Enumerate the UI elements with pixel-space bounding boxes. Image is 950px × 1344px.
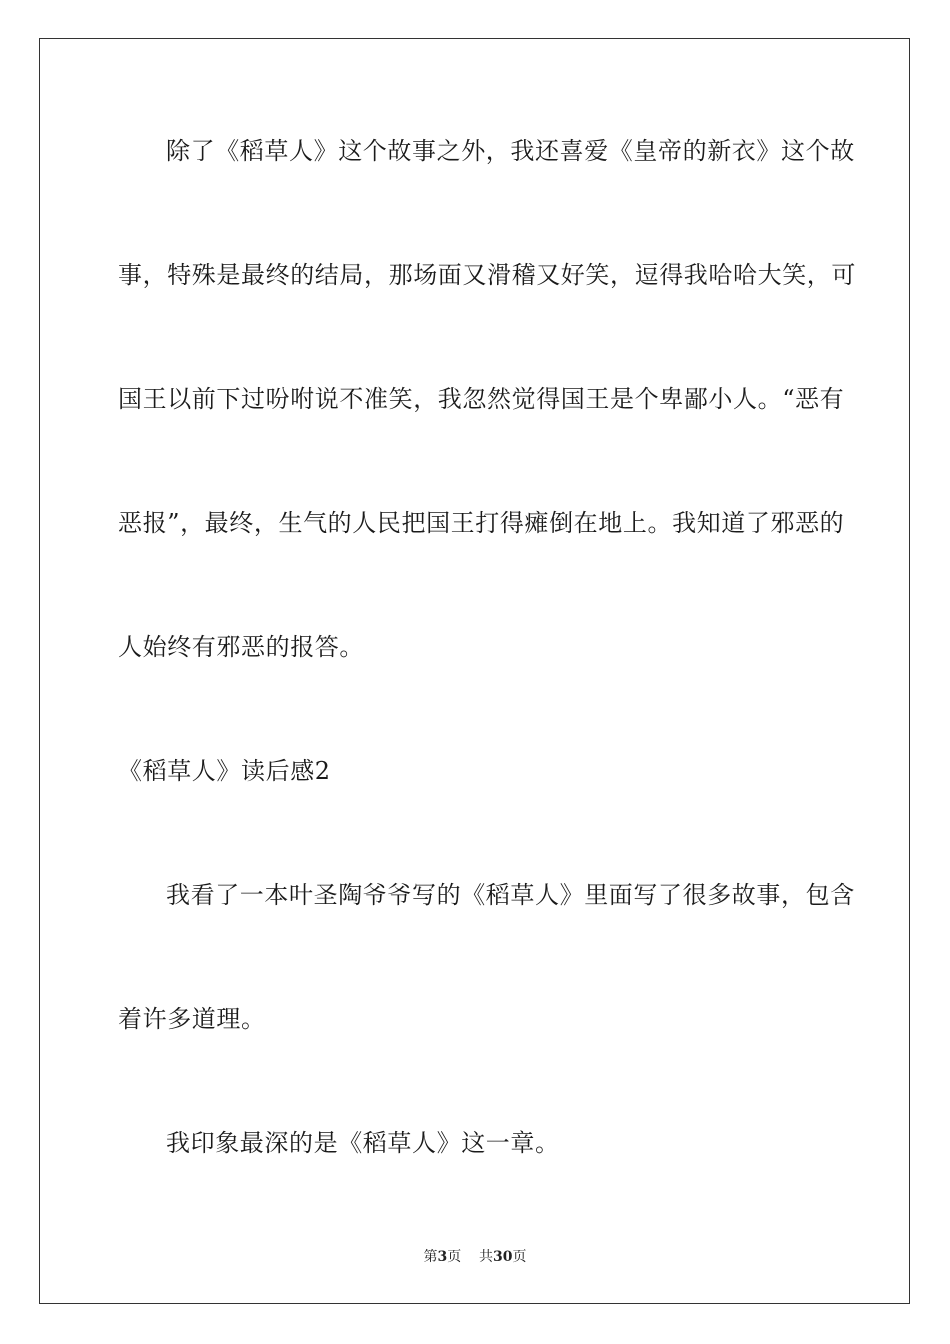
paragraph-line-7: 着许多道理。 (118, 1005, 266, 1033)
paragraph-line-2: 事，特殊是最终的结局，那场面又滑稽又好笑，逗得我哈哈大笑，可 (118, 261, 856, 289)
page-suffix: 页 (447, 1249, 462, 1265)
page-prefix: 第 (423, 1249, 438, 1265)
paragraph-line-3: 国王以前下过吩咐说不准笑，我忽然觉得国王是个卑鄙小人。“恶有 (118, 385, 845, 413)
total-pages: 30 (493, 1249, 513, 1265)
page-border (39, 38, 910, 1304)
total-prefix: 共 (479, 1249, 494, 1265)
paragraph-line-6: 我看了一本叶圣陶爷爷写的《稻草人》里面写了很多故事，包含 (166, 881, 855, 909)
page-number: 3 (437, 1249, 448, 1265)
section-heading: 《稻草人》读后感2 (118, 757, 331, 785)
paragraph-line-1: 除了《稻草人》这个故事之外，我还喜爱《皇帝的新衣》这个故 (166, 137, 855, 165)
page-footer (0, 1247, 950, 1267)
paragraph-line-4: 恶报”，最终，生气的人民把国王打得瘫倒在地上。我知道了邪恶的 (118, 509, 845, 537)
paragraph-line-8: 我印象最深的是《稻草人》这一章。 (166, 1129, 560, 1157)
paragraph-line-5: 人始终有邪恶的报答。 (118, 633, 364, 661)
total-suffix: 页 (512, 1249, 527, 1265)
